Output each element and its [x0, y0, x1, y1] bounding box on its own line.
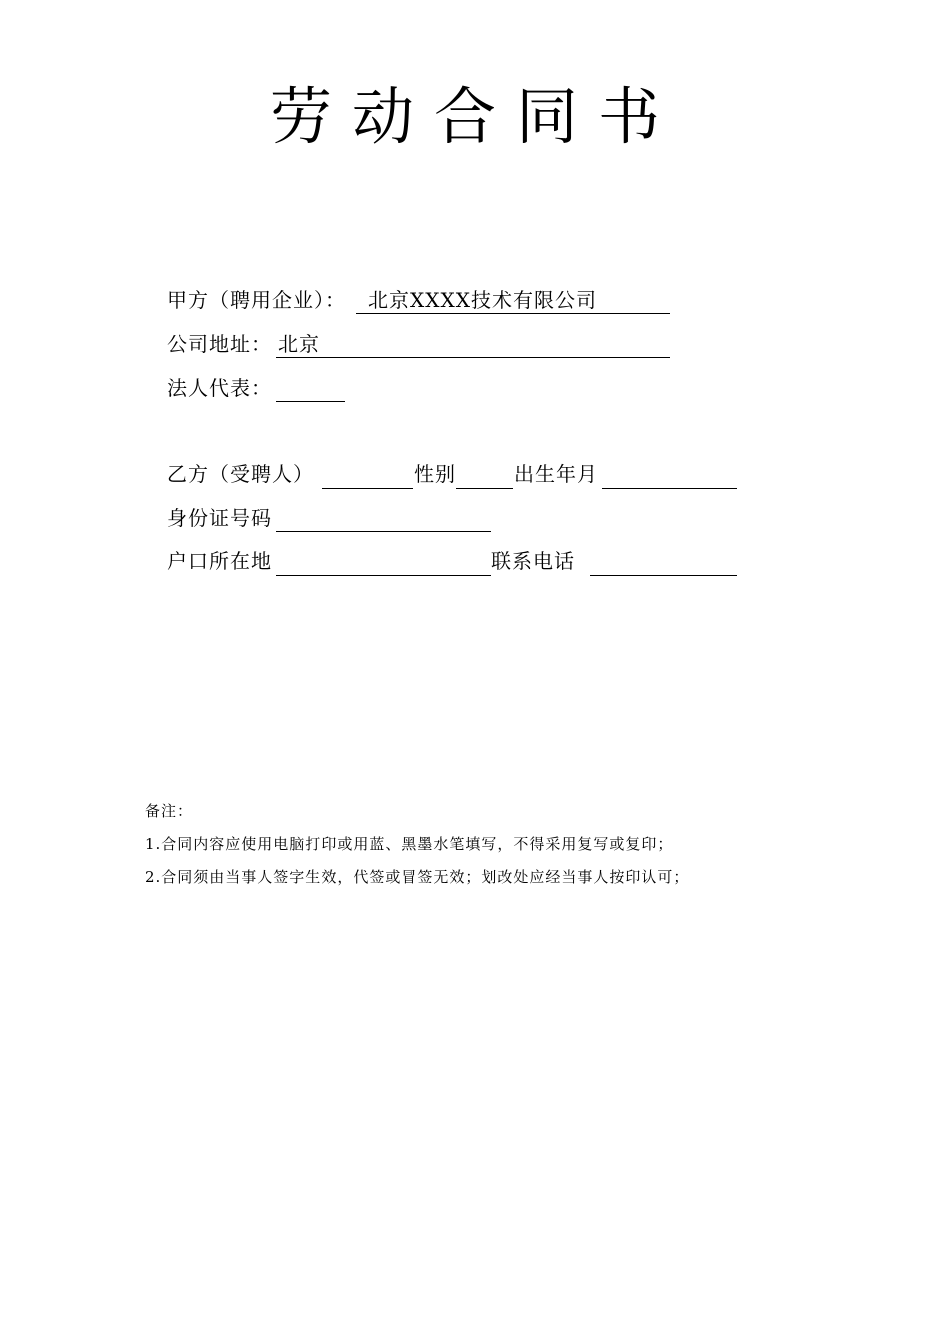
party-b-hukou-underline	[276, 575, 491, 576]
party-b-employee-underline	[322, 488, 413, 489]
note-item-1: 1.合同内容应使用电脑打印或用蓝、黑墨水笔填写，不得采用复写或复印；	[145, 835, 674, 853]
party-b-birth-underline	[602, 488, 737, 489]
document-title: 劳动合同书	[269, 80, 680, 153]
party-a-company-value[interactable]: 北京XXXX技术有限公司	[368, 288, 597, 312]
notes-heading: 备注：	[145, 802, 194, 820]
party-b-phone-label: 联系电话	[491, 549, 575, 573]
party-b-gender-label: 性别	[414, 462, 456, 486]
party-b-gender-underline	[456, 488, 513, 489]
party-a-address-value[interactable]: 北京	[278, 332, 320, 356]
party-b-id-label: 身份证号码	[167, 506, 272, 530]
party-b-id-underline	[276, 531, 491, 532]
party-b-hukou-label: 户口所在地	[167, 549, 272, 573]
party-b-employee-label: 乙方（受聘人）	[167, 462, 314, 486]
party-b-phone-underline	[590, 575, 737, 576]
note-item-2: 2.合同须由当事人签字生效，代签或冒签无效；划改处应经当事人按印认可；	[145, 868, 690, 886]
party-a-address-underline	[276, 357, 670, 358]
party-a-company-underline	[356, 313, 670, 314]
party-a-company-label: 甲方（聘用企业）：	[167, 288, 346, 312]
party-a-address-label: 公司地址：	[167, 332, 272, 356]
party-a-legal-rep-underline	[276, 401, 345, 402]
party-a-legal-rep-label: 法人代表：	[167, 376, 272, 400]
party-b-birth-label: 出生年月	[514, 462, 598, 486]
